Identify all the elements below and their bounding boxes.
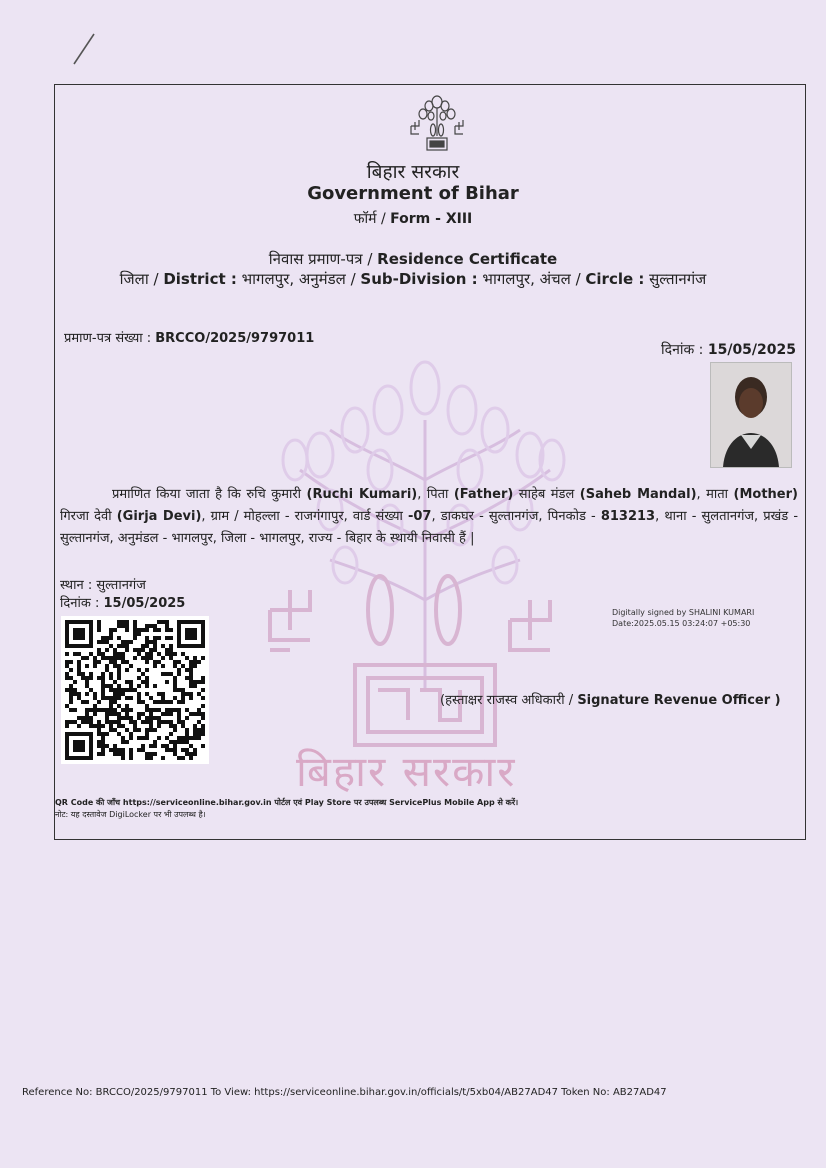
- place-date-value: 15/05/2025: [103, 596, 186, 611]
- bihar-watermark-emblem: [260, 360, 590, 780]
- reference-line: Reference No: BRCCO/2025/9797011 To View: https://serviceonline.bihar.gov.in/officials/t/5xb04/AB27AD47 Token No: AB27AD47: [22, 1087, 667, 1098]
- footnote-prefix: QR Code की जाँच https://serviceonline.bihar.gov.in पोर्टल एवं: [55, 798, 305, 807]
- body-text-5: गिरजा देवी: [60, 509, 117, 524]
- body-text-3: साहेब मंडल: [513, 487, 580, 502]
- pen-mark-icon: [72, 32, 96, 66]
- digital-signature-line-1: Digitally signed by SHALINI KUMARI: [612, 608, 755, 617]
- district-value: भागलपुर, अनुमंडल /: [236, 270, 361, 288]
- footnote-line-1: [55, 797, 518, 809]
- ward-number: -07: [407, 509, 432, 524]
- form-number: [0, 209, 826, 228]
- form-label-hindi: फॉर्म /: [353, 211, 391, 227]
- issue-date-value: 15/05/2025: [707, 342, 796, 358]
- qr-verification-note: [55, 797, 518, 821]
- mother-label: (Mother): [733, 487, 798, 502]
- footnote-mid: पर उपलब्ध: [351, 798, 390, 807]
- subdivision-value: भागलपुर, अंचल /: [477, 270, 586, 288]
- signature-label: [440, 690, 781, 708]
- certificate-title-hindi: निवास प्रमाण-पत्र /: [268, 250, 378, 268]
- mother-name: (Girja Devi): [116, 509, 202, 524]
- person-photo-icon: [711, 363, 791, 467]
- form-label-english: Form - XIII: [390, 211, 473, 227]
- place-date: [60, 595, 185, 613]
- body-text-7: , डाकघर - सुल्तानगंज, पिनकोड -: [431, 509, 601, 524]
- body-text-2: , पिता: [417, 487, 454, 502]
- pincode: 813213: [600, 509, 656, 524]
- play-store-text: Play Store: [304, 798, 352, 807]
- issue-date-label: दिनांक :: [661, 342, 708, 358]
- applicant-photo: [710, 362, 792, 468]
- place-date-label: दिनांक :: [60, 596, 104, 611]
- signature-label-hindi: (हस्ताक्षर राजस्व अधिकारी /: [440, 693, 578, 708]
- certificate-number-value: BRCCO/2025/9797011: [155, 331, 315, 346]
- circle-label: Circle :: [585, 270, 645, 288]
- digital-signature-note: [612, 607, 754, 629]
- qr-code[interactable]: [61, 616, 209, 764]
- circle-value: सुल्तानगंज: [644, 270, 707, 288]
- district-label: District :: [163, 270, 237, 288]
- hindi-government-title: बिहार सरकार: [366, 161, 460, 183]
- body-text-8: , थाना - सुलतानगंज, प्रखंड - सुल्तानगंज, अनुमंडल - भागलपुर, जिला - भागलपुर, राज्य - बिहार के स्थायी निवासी हैं |: [60, 509, 799, 546]
- footnote-line-2: नोट: यह दस्तावेज DigiLocker पर भी उपलब्ध है।: [55, 810, 206, 819]
- subdivision-label: Sub-Division :: [360, 270, 478, 288]
- body-text-1: प्रमाणित किया जाता है कि रुचि कुमारी: [112, 487, 307, 502]
- certificate-title-english: Residence Certificate: [377, 250, 558, 268]
- digital-signature-line-2: Date:2025.05.15 03:24:07 +05:30: [612, 619, 751, 628]
- footnote-suffix: से करें।: [494, 798, 519, 807]
- government-title: Government of Bihar: [307, 183, 519, 204]
- body-text-6: , ग्राम / मोहल्ला - राजगंगापुर, वार्ड संख्या: [201, 509, 408, 524]
- father-name: (Saheb Mandal): [579, 487, 697, 502]
- father-label: (Father): [453, 487, 514, 502]
- signature-label-english: Signature Revenue Officer ): [577, 693, 781, 708]
- certificate-number-label: प्रमाण-पत्र संख्या :: [64, 331, 156, 346]
- body-text-4: , माता: [696, 487, 734, 502]
- certificate-number: [64, 328, 314, 346]
- place-label: स्थान : सुल्तानगंज: [60, 578, 146, 593]
- district-prefix: जिला /: [119, 270, 164, 288]
- applicant-name: (Ruchi Kumari): [306, 487, 418, 502]
- bihar-emblem-icon: [405, 92, 469, 156]
- place-and-date: [60, 577, 185, 613]
- certificate-title: [0, 249, 826, 269]
- issue-date: [661, 340, 796, 359]
- jurisdiction-line: [0, 269, 826, 289]
- watermark-text: बिहार सरकार: [296, 747, 517, 796]
- serviceplus-app-text: ServicePlus Mobile App: [389, 798, 495, 807]
- certificate-body: [60, 484, 798, 550]
